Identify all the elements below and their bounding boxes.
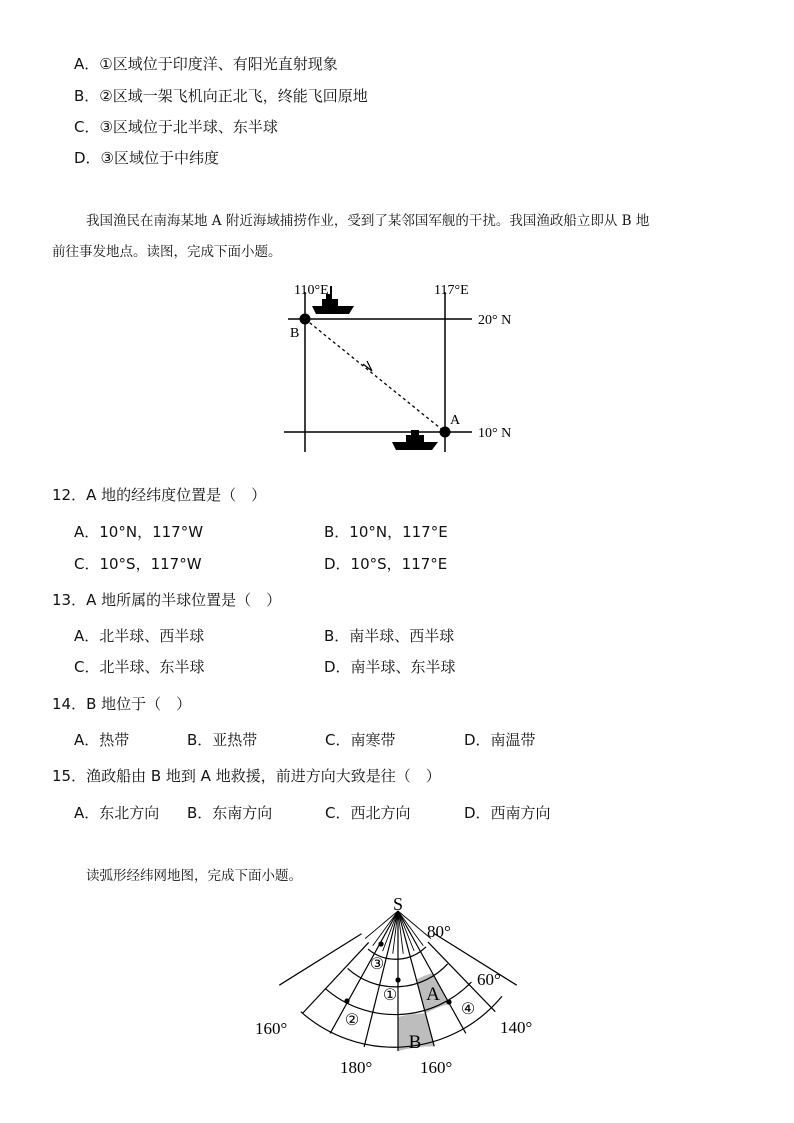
intro2: 读弧形经纬网地图，完成下面小题。 [86,868,302,884]
prev-option-c: C．③区域位于北半球、东半球 [74,118,278,136]
q13-option-d[interactable]: D．南半球、东半球 [324,658,456,676]
dot-right-middle [446,999,451,1004]
label-lat-60: 60° [477,970,501,989]
q12-option-b[interactable]: B．10°N，117°E [324,523,448,541]
q15-option-c[interactable]: C．西北方向 [325,804,411,822]
label-lat-80: 80° [427,922,451,941]
q14-stem: 14．B 地位于（ ） [52,695,192,713]
q14-option-b[interactable]: B．亚热带 [187,731,258,749]
prev-option-b: B．②区域一架飞机向正北飞，终能飞回原地 [74,87,368,105]
q12-option-c[interactable]: C．10°S，117°W [74,555,202,573]
meridian-line-0 [279,934,361,985]
prev-option-d: D．③区域位于中纬度 [74,149,219,167]
label-region-4: ④ [460,1001,476,1018]
label-pole-s: S [392,894,404,914]
prev-option-a: A．①区域位于印度洋、有阳光直射现象 [74,55,338,73]
label-region-a: A [426,984,440,1005]
q15-stem: 15．渔政船由 B 地到 A 地救援，前进方向大致是往（ ） [52,767,441,785]
polar-grid-map [240,888,560,1080]
pole-ray-7 [398,911,431,939]
label-region-b: B [408,1032,422,1053]
q12-stem: 12．A 地的经纬度位置是（ ） [52,486,267,504]
label-a: A [450,413,461,428]
q14-option-d[interactable]: D．南温带 [464,731,536,749]
label-lon-160-left: 160° [255,1019,288,1038]
intro1-line2: 前往事发地点。读图，完成下面小题。 [52,244,282,260]
q14-option-c[interactable]: C．南寒带 [325,731,396,749]
q12-option-d[interactable]: D．10°S，117°E [324,555,448,573]
dot-left-middle [344,998,349,1003]
q14-option-a[interactable]: A．热带 [74,731,130,749]
meridian-line-3 [364,911,398,1047]
dot-60-center [395,977,400,982]
label-region-1: ① [382,987,398,1004]
q15-option-a[interactable]: A．东北方向 [74,804,160,822]
label-110e: 110°E [294,283,329,298]
q13-option-b[interactable]: B．南半球、西半球 [324,627,455,645]
label-lon-180: 180° [340,1058,373,1077]
intro1-line1: 我国渔民在南海某地 A 附近海域捕捞作业，受到了某邻国军舰的干扰。我国渔政船立即从 B 地 [86,213,650,229]
q12-option-a[interactable]: A．10°N，117°W [74,523,204,541]
q15-option-d[interactable]: D．西南方向 [464,804,551,822]
label-lon-140: 140° [500,1018,533,1037]
label-lon-160-bottom: 160° [420,1058,453,1077]
label-region-2: ② [344,1012,360,1029]
route-b-to-a [305,319,445,432]
point-b-dot [300,314,311,325]
q13-option-c[interactable]: C．北半球、东半球 [74,658,205,676]
label-20n: 20° N [478,313,512,328]
fishing-map [270,276,530,458]
point-a-dot [440,427,451,438]
dot-80-left [378,941,383,946]
label-b: B [290,326,300,341]
label-region-3: ③ [369,956,385,973]
label-117e: 117°E [434,283,469,298]
ship-icon-bottom [392,430,438,450]
q13-option-a[interactable]: A．北半球、西半球 [74,627,205,645]
q13-stem: 13．A 地所属的半球位置是（ ） [52,591,282,609]
meridian-line-8 [434,934,516,985]
label-10n: 10° N [478,426,512,441]
q15-option-b[interactable]: B．东南方向 [187,804,273,822]
meridian-line-1 [303,942,369,1013]
